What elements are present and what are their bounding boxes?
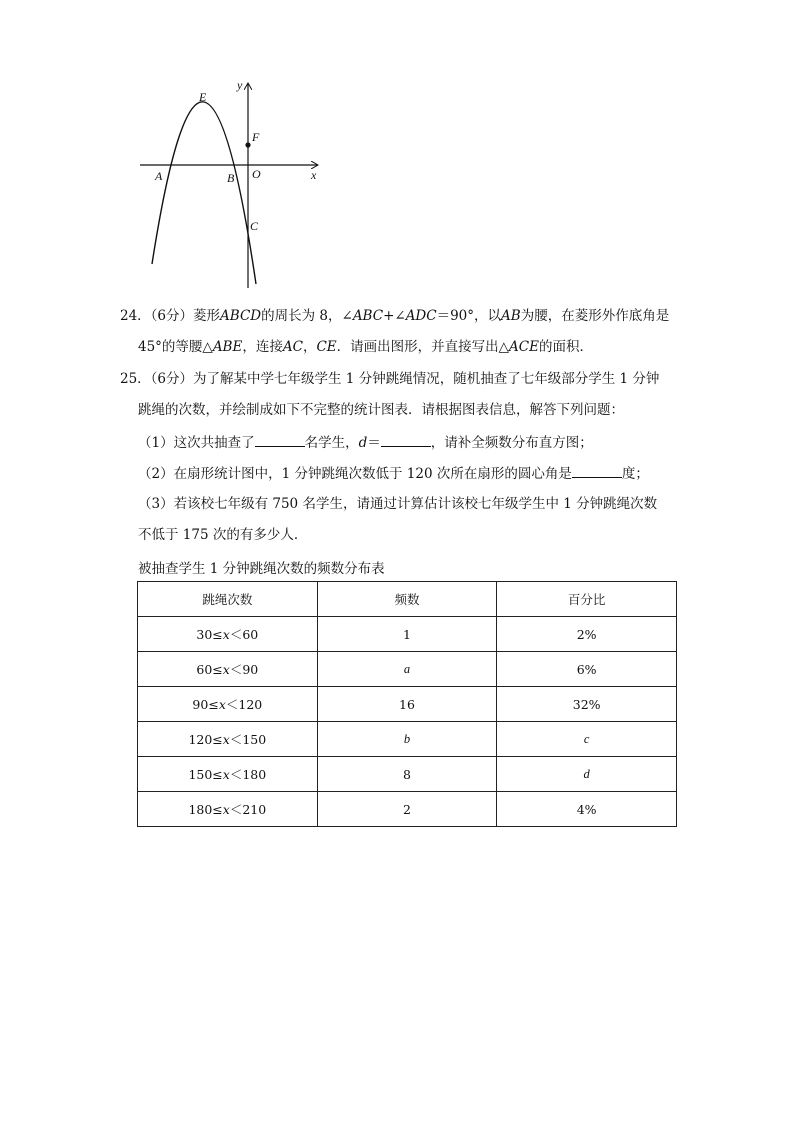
- q24-line2: 45°的等腰△ABE，连接AC，CE．请画出图形，并直接写出△ACE的面积．: [138, 339, 593, 355]
- table-row: [138, 652, 677, 687]
- table-caption: 被抽查学生 1 分钟跳绳次数的频数分布表: [138, 561, 385, 577]
- pct-cell: 32%: [497, 687, 677, 722]
- parabola-figure: [135, 74, 325, 294]
- table-row: [138, 792, 677, 827]
- answer-blank-d[interactable]: [381, 432, 431, 447]
- label-f: F: [252, 130, 260, 144]
- range-cell: 60≤x＜90: [138, 652, 318, 687]
- range-cell: 120≤x＜150: [138, 722, 318, 757]
- q25-part2: （2）在扇形统计图中，1 分钟跳绳次数低于 120 次所在扇形的圆心角是 度；: [138, 463, 649, 484]
- q25-part3-line2: 不低于 175 次的有多少人．: [138, 527, 308, 543]
- table-row: [138, 757, 677, 792]
- table-row: [138, 617, 677, 652]
- frequency-table: [137, 581, 677, 827]
- label-c: C: [250, 219, 259, 233]
- table-row: [138, 722, 677, 757]
- table-row: [138, 687, 677, 722]
- q24-line1: 24．（6分）菱形ABCD的周长为 8，∠ABC+∠ADC＝90°，以AB为腰，在菱形外作底角是: [120, 308, 670, 324]
- range-cell: 90≤x＜120: [138, 687, 318, 722]
- label-x: x: [311, 168, 317, 182]
- freq-cell: 8: [317, 757, 497, 792]
- table-header-row: [138, 582, 677, 617]
- label-e: E: [199, 90, 207, 104]
- freq-cell: a: [317, 652, 497, 687]
- answer-blank-angle[interactable]: [572, 463, 622, 478]
- point-f: [245, 142, 250, 147]
- pct-cell: 2%: [497, 617, 677, 652]
- range-cell: 150≤x＜180: [138, 757, 318, 792]
- pct-cell: 4%: [497, 792, 677, 827]
- q25-part3-line1: （3）若该校七年级有 750 名学生，请通过计算估计该校七年级学生中 1 分钟跳绳次数: [138, 496, 658, 512]
- pct-cell: 6%: [497, 652, 677, 687]
- range-cell: 180≤x＜210: [138, 792, 318, 827]
- freq-cell: b: [317, 722, 497, 757]
- pct-cell: c: [497, 722, 677, 757]
- pct-cell: d: [497, 757, 677, 792]
- q25-line2: 跳绳的次数，并绘制成如下不完整的统计图表．请根据图表信息，解答下列问题：: [138, 402, 624, 418]
- q25-part1: （1）这次共抽查了 名学生，d＝ ，请补全频数分布直方图；: [138, 432, 593, 453]
- answer-blank-count[interactable]: [255, 432, 305, 447]
- header-jump-count: 跳绳次数: [138, 582, 318, 617]
- parabola-curve: [152, 102, 256, 284]
- range-cell: 30≤x＜60: [138, 617, 318, 652]
- freq-cell: 1: [317, 617, 497, 652]
- label-b: B: [227, 171, 235, 185]
- header-percentage: 百分比: [497, 582, 677, 617]
- header-frequency: 频数: [317, 582, 497, 617]
- label-o: O: [252, 167, 261, 181]
- label-y: y: [237, 78, 243, 92]
- freq-cell: 16: [317, 687, 497, 722]
- parabola-graph: [135, 74, 325, 294]
- freq-cell: 2: [317, 792, 497, 827]
- label-a: A: [155, 169, 163, 183]
- q25-line1: 25．（6分）为了解某中学七年级学生 1 分钟跳绳情况，随机抽查了七年级部分学生 1 分钟: [120, 371, 660, 387]
